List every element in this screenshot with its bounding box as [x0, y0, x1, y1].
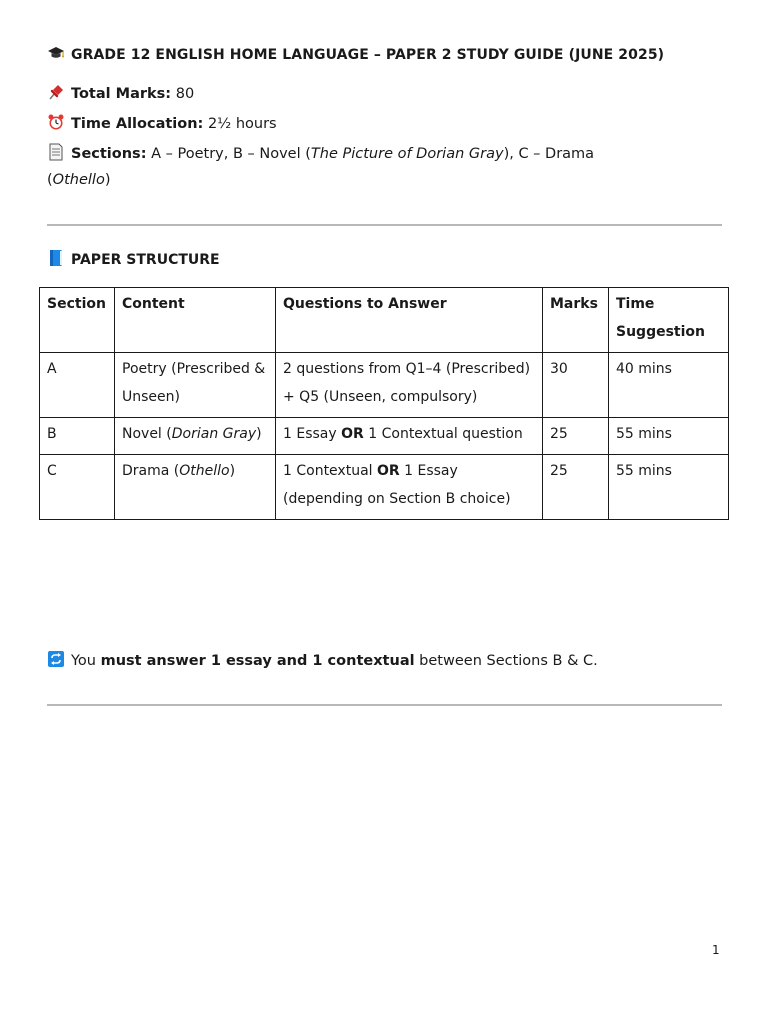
time-cell: 55 mins — [609, 455, 729, 520]
page-title — [47, 44, 664, 63]
section-cell: B — [40, 418, 115, 455]
section-cell: A — [40, 353, 115, 418]
table-header-row — [40, 288, 729, 353]
note-emphasis: must answer 1 essay and 1 contextual — [100, 653, 415, 669]
paper-structure-heading — [47, 249, 220, 268]
divider — [47, 704, 722, 706]
column-header: Questions to Answer — [276, 288, 543, 353]
content-text: Drama ( — [122, 463, 180, 479]
page-icon — [47, 143, 65, 161]
sections-line-continued — [47, 172, 110, 188]
total-marks-value: 80 — [171, 86, 195, 102]
total-marks-label: Total Marks: — [71, 86, 172, 102]
marks-cell: 25 — [543, 418, 609, 455]
questions-text: 1 Essay — [283, 426, 342, 442]
time-allocation-label: Time Allocation: — [71, 116, 204, 132]
sections-label: Sections: — [71, 146, 147, 162]
time-allocation-line — [47, 113, 277, 132]
drama-title: Othello — [52, 172, 105, 188]
marks-cell: 30 — [543, 353, 609, 418]
paper-structure-heading-text: PAPER STRUCTURE — [71, 252, 220, 268]
paren-close: ) — [104, 172, 111, 188]
sections-text-2: ), C – Drama — [503, 146, 595, 162]
paren-open: ( — [47, 172, 53, 188]
column-header: Marks — [543, 288, 609, 353]
sections-line — [47, 143, 594, 162]
questions-cell: 2 questions from Q1–4 (Prescribed) + Q5 (Unseen, compulsory) — [276, 353, 543, 418]
content-cell — [115, 455, 276, 520]
content-text: ) — [229, 463, 236, 479]
content-cell: Poetry (Prescribed & Unseen) — [115, 353, 276, 418]
table-row — [40, 418, 729, 455]
table-row — [40, 353, 729, 418]
questions-or: OR — [341, 426, 364, 442]
instruction-note — [47, 650, 598, 669]
title-text: GRADE 12 ENGLISH HOME LANGUAGE – PAPER 2 STUDY GUIDE (JUNE 2025) — [71, 47, 665, 63]
graduation-cap-icon — [47, 44, 65, 62]
time-cell: 40 mins — [609, 353, 729, 418]
questions-text: 1 Essay (depending on Section B choice) — [283, 463, 511, 507]
content-cell — [115, 418, 276, 455]
content-title: Othello — [179, 463, 230, 479]
divider — [47, 224, 722, 226]
marks-cell: 25 — [543, 455, 609, 520]
sections-text-1: A – Poetry, B – Novel ( — [146, 146, 311, 162]
section-cell: C — [40, 455, 115, 520]
page-number: 1 — [712, 943, 720, 957]
blue-book-icon — [47, 249, 65, 267]
total-marks-line — [47, 83, 194, 102]
questions-text: 1 Contextual — [283, 463, 377, 479]
content-title: Dorian Gray — [171, 426, 257, 442]
novel-title: The Picture of Dorian Gray — [310, 146, 504, 162]
questions-or: OR — [377, 463, 400, 479]
questions-text: 1 Contextual question — [363, 426, 523, 442]
paper-structure-table — [39, 287, 729, 520]
time-allocation-value: 2½ hours — [203, 116, 277, 132]
content-text: Novel ( — [122, 426, 172, 442]
column-header: Content — [115, 288, 276, 353]
note-text: between Sections B & C. — [414, 653, 598, 669]
alarm-clock-icon — [47, 113, 65, 131]
pushpin-icon — [47, 83, 65, 101]
time-cell: 55 mins — [609, 418, 729, 455]
questions-cell — [276, 418, 543, 455]
repeat-arrows-icon — [47, 650, 65, 668]
questions-cell — [276, 455, 543, 520]
column-header: Time Suggestion — [609, 288, 729, 353]
note-text: You — [71, 653, 101, 669]
table-row — [40, 455, 729, 520]
column-header: Section — [40, 288, 115, 353]
content-text: ) — [256, 426, 262, 442]
